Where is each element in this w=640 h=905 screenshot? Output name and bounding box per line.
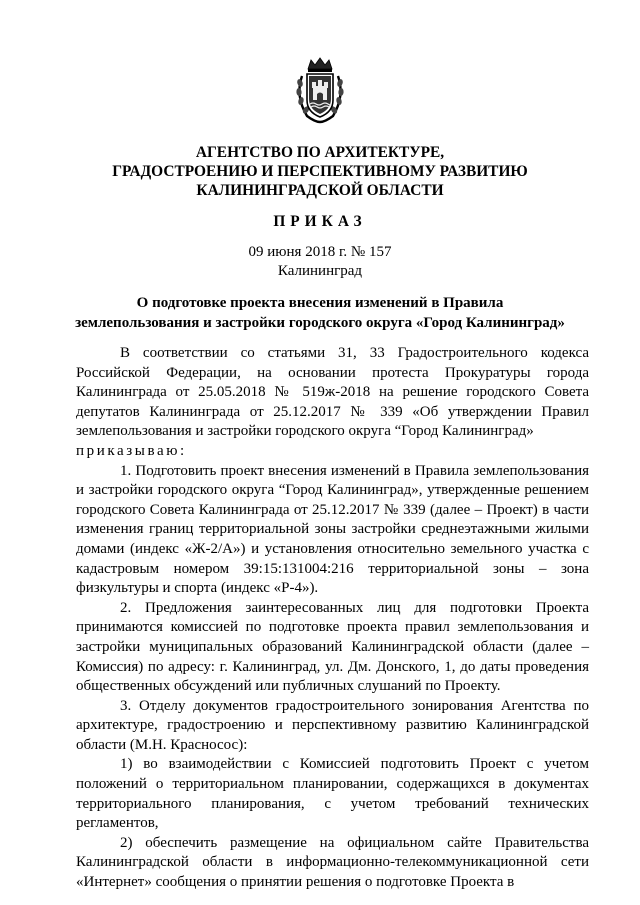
agency-line: КАЛИНИНГРАДСКОЙ ОБЛАСТИ [196,182,444,199]
order-subitem: 2) обеспечить размещение на официальном сайте Правительства Калининградской области в информационно-телекоммуникационной сети «Интернет» сообщения о принятии решения о подготовке Проекта в [76,834,589,891]
subject-line: землепользования и застройки городского округа «Город Калининград» [75,314,565,331]
preamble: В соответствии со статьями 31, 33 Градостроительного кодекса Российской Федерации, на основании протеста Прокуратуры города Калининграда от 25.05.2018 № 519ж-2018 на решение городского Совета депутатов Калининграда от 25.12.2017 № 339 «Об утверждении Правил землепользования и застройки городского округа “Город Калининград» [76,345,589,440]
order-item: 3. Отделу документов градостроительного зонирования Агентства по архитектуре, градостроению и перспективному развитию Калининградской области (М.Н. Красносос): [76,697,589,753]
document-subject [70,294,570,333]
order-item: 1. Подготовить проект внесения изменений в Правила землепользования и застройки городского округа “Город Калининград», утвержденные решением городского Совета Калининграда от 25.12.2017 № 339 (далее – Проект) в части изменения границ территориальной зоны застройки среднеэтажными жилыми домами (индекс «Ж-2/А») и установления относительно земельного участка с кадастровым номером 39:15:131004:216 территориальной зоны – зона физкультуры и спорта (индекс «Р-4»). [76,462,589,597]
agency-name [80,143,560,200]
agency-line: АГЕНТСТВО ПО АРХИТЕКТУРЕ, [195,144,445,161]
document-title: ПРИКАЗ [273,213,367,230]
subject-line: О подготовке проекта внесения изменений в Правила [136,295,504,311]
agency-line: ГРАДОСТРОЕНИЮ И ПЕРСПЕКТИВНОМУ РАЗВИТИЮ [112,163,528,180]
city: Калининград [277,263,363,279]
document-meta [80,243,560,281]
order-subitem: 1) во взаимодействии с Комиссией подготовить Проект с учетом положений о территориальном планировании, содержащихся в документах территориального планирования, с учетом требований технических регламентов, [76,756,589,832]
order-line [76,442,589,462]
date-number: 09 июня 2018 г. № 157 [248,244,392,260]
order-word: приказываю: [76,442,187,459]
document-body [76,344,589,893]
coat-of-arms-icon [293,56,347,124]
order-item: 2. Предложения заинтересованных лиц для подготовки Проекта принимаются комиссией по подготовке проекта правил землепользования и застройки муниципальных образований Калининградской области (далее – Комиссия) по адресу: г. Калининград, ул. Дм. Донского, 1, до даты проведения общественных обсуждений или публичных слушаний по Проекту. [76,599,589,695]
